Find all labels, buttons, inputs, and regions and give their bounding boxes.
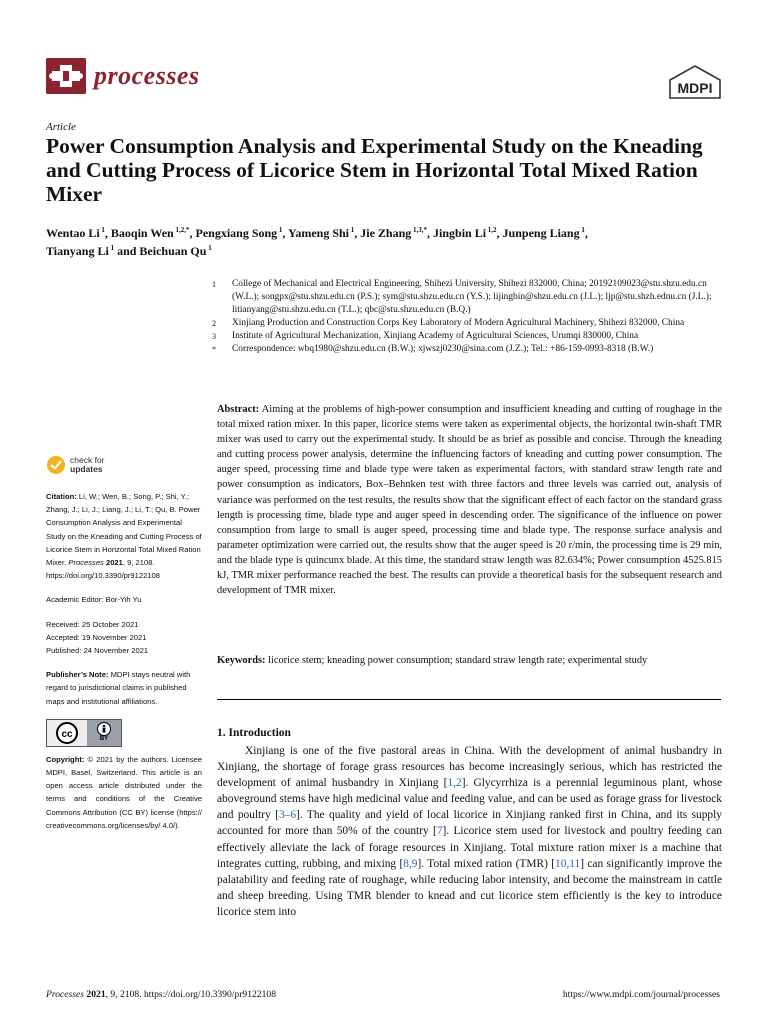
author-name[interactable]: Jie Zhang (360, 226, 412, 240)
mdpi-logo-icon (668, 64, 722, 100)
author-affiliation-sup: 1,2,* (173, 226, 190, 234)
reference-link[interactable]: 3–6 (278, 809, 297, 822)
author-affiliation-sup: 1 (277, 226, 283, 234)
keywords-label: Keywords: (217, 655, 266, 666)
article-type: Article (46, 121, 76, 133)
affiliation-text: Xinjiang Production and Construction Corps Key Laboratory of Modern Agricultural Machinery, Shihezi 832000, China (232, 318, 685, 328)
check-updates-icon (46, 455, 66, 475)
check-updates-line2: updates (70, 464, 103, 474)
check-updates-line1: check for (70, 455, 105, 465)
cc-by-license-badge[interactable] (46, 719, 122, 747)
left-sidebar (46, 490, 202, 843)
affiliation-text: Institute of Agricultural Mechanization, Xinjiang Academy of Agricultural Sciences, Urumqi 830000, China (232, 331, 639, 341)
author-affiliation-sup: 1 (108, 244, 115, 252)
abstract-text: Aiming at the problems of high-power consumption and insufficient kneading and cutting of roughage in the total mixed ration mixer. In this paper, licorice stems were taken as experimental objects, the horizontal twin-shaft TMR mixer was used to carry out the experimental study. It should be as brief as possible and concise. Through the kneading and cutting process power analysis, determine the influencing factors of kneading and cutting power consumption. The auger speed, processing time and blade type were taken as experimental factors, with standard straw length rate and power consumption as indicators, Box–Behnken test with three factors and three levels was carried out, analysis of variance was performed on the test results, the results show that the significant effect of each factor on the standard grass length is processing time, blade type and auger speed in descending order. The significance of the influence on power consumption from large to small is auger speed, processing time and blade type. The response surface analysis and parameter optimization were carried out, the results show that the auger speed is 20 r/min, the processing time is 29 min, and the blade type is quincunx blade. At this time, the standard straw length was 82.634%; Power consumption 4525.815 kJ, TMR mixer performance reached the best. The results can provide a theoretical basis for the subsequent research and development of TMR mixer. (217, 404, 722, 597)
author-name[interactable]: Junpeng Liang (502, 226, 580, 240)
citation-journal: Processes (68, 558, 104, 568)
author-separator: , (496, 226, 503, 240)
footer-journal: Processes (46, 989, 85, 1000)
affiliation-text: College of Mechanical and Electrical Engineering, Shihezi University, Shihezi 832000, China; 20192109023@stu.shzu.edu.cn (W.L.); songpx@stu.shzu.edu.cn (P.S.); sym@stu.shzu.edu.cn (Y.S.); lijingbin@shzu.edu.cn (J.L.); ljp@stu.shzh.ednu.cn (J.L.); litianyang@stu.shzu.edu.cn (T.L.); qbc@stu.shzu.edu.cn (B.Q.) (232, 279, 712, 315)
creative-commons-icon (47, 720, 87, 746)
svg-text:cc: cc (61, 728, 73, 740)
keywords (217, 653, 722, 668)
affiliation-item (212, 278, 732, 317)
section-heading-introduction: 1. Introduction (217, 727, 291, 739)
journal-logo[interactable] (46, 58, 200, 94)
paragraph-text: Xinjiang is one of the five pastoral areas in China. With the development of animal husbandry in Xinjiang, the shortage of forage grass resources has become increasingly serious, which has restricted the development of animal husbandry in Xinjiang [ (217, 745, 722, 790)
affiliation-item (212, 343, 732, 356)
author-separator: and (114, 244, 140, 258)
abstract-label: Abstract: (217, 404, 260, 415)
author-separator: , (189, 226, 196, 240)
author-affiliation-sup: 1 (206, 244, 212, 252)
citation-year: 2021 (105, 558, 123, 568)
date-accepted: Accepted: 19 November 2021 (46, 632, 147, 642)
author-separator: , (427, 226, 434, 240)
copyright (46, 753, 202, 832)
affiliation-number: 3 (212, 332, 216, 341)
author-name[interactable]: Tianyang Li (46, 244, 109, 258)
author-name[interactable]: Jingbin Li (433, 226, 487, 240)
author-name[interactable]: Pengxiang Song (195, 226, 278, 240)
footer-citation (46, 989, 276, 1000)
reference-link[interactable]: 8,9 (403, 857, 418, 870)
author-separator: , (282, 226, 288, 240)
footer-doi[interactable]: , 9, 2108. https://doi.org/10.3390/pr9122108 (105, 989, 276, 1000)
citation-rest[interactable]: , 9, 2108. https://doi.org/10.3390/pr9122108 (46, 558, 160, 581)
attribution-icon (87, 720, 121, 746)
mdpi-logo[interactable] (668, 64, 722, 100)
paragraph-text: ] can significantly improve the palatability and feeding rate of roughage, while reducing labor intensity, and become the mainstream in cattle and sheep breeding. Using TMR blender to knead and cut licorice stem efficiently is the key to introduce licorice stem into (217, 857, 722, 918)
section-divider (217, 699, 721, 700)
author-affiliation-sup: 1 (349, 226, 355, 234)
paragraph-text: ]. Licorice stem used for livestock and poultry feeding can effectively alleviate the lack of forage resources in Xinjiang. Total mixture ration mixer is a machine that integrates cutting, rubbing, and mixing [ (217, 825, 722, 870)
keywords-text: licorice stem; kneading power consumption; standard straw length rate; experimental study (268, 655, 648, 666)
citation (46, 490, 202, 582)
author-list (46, 224, 726, 260)
author-affiliation-sup: 1,2 (486, 226, 497, 234)
affiliation-number: 2 (212, 319, 216, 328)
date-received: Received: 25 October 2021 (46, 619, 139, 629)
publisher-note (46, 668, 202, 708)
journal-name: processes (94, 61, 200, 90)
cc-by-label: BY (99, 736, 109, 743)
reference-link[interactable]: 10,11 (555, 857, 581, 870)
affiliation-number: 1 (212, 280, 216, 289)
introduction-paragraph (217, 743, 722, 920)
processes-logo-icon (46, 58, 86, 94)
reference-link[interactable]: 7 (436, 825, 443, 838)
academic-editor: Academic Editor: Bor-Yih Yu (46, 595, 142, 605)
affiliations (212, 278, 732, 356)
affiliation-item (212, 317, 732, 330)
author-name[interactable]: Baoqin Wen (110, 226, 174, 240)
author-separator: , (584, 226, 588, 240)
paragraph-text: ]. Glycyrrhiza is a perennial leguminous plant, whose aboveground stems have high medicinal value and feeding value, and can be used as forage grass for livestock and poultry [ (217, 777, 722, 822)
author-separator: , (104, 226, 111, 240)
affiliation-number: * (212, 345, 216, 354)
author-affiliation-sup: 1 (99, 226, 105, 234)
article-title: Power Consumption Analysis and Experimental Study on the Kneading and Cutting Process of Licorice Stem in Horizontal Total Mixed Ration Mixer (46, 134, 703, 206)
footer-journal-url[interactable]: https://www.mdpi.com/journal/processes (562, 989, 720, 1000)
publisher-note-label: Publisher’s Note: (46, 670, 109, 680)
date-published: Published: 24 November 2021 (46, 646, 149, 656)
author-affiliation-sup: 1 (579, 226, 585, 234)
mdpi-logo-text: MDPI (677, 80, 713, 96)
footer-year: 2021 (86, 989, 106, 1000)
dates (46, 618, 202, 658)
reference-link[interactable]: 1,2 (447, 777, 462, 790)
citation-text: Li, W.; Wen, B.; Song, P.; Shi, Y.; Zhang, J.; Li, J.; Liang, J.; Li, T.; Qu, B. Power Consumption Analysis and Experimental Study on the Kneading and Cutting Process of Licorice Stem in Horizontal Total Mixed Ration Mixer. (46, 492, 202, 568)
author-affiliation-sup: 1,3,* (411, 226, 428, 234)
publisher-note-text: MDPI stays neutral with regard to jurisdictional claims in published maps and institutional affiliations. (46, 670, 191, 706)
author-name[interactable]: Beichuan Qu (139, 244, 207, 258)
citation-label: Citation: (46, 492, 77, 501)
author-separator: , (354, 226, 361, 240)
abstract (217, 402, 722, 598)
author-name[interactable]: Wentao Li (46, 226, 100, 240)
author-name[interactable]: Yameng Shi (287, 226, 349, 240)
copyright-text: © 2021 by the authors. Licensee MDPI, Basel, Switzerland. This article is an open access article distributed under the terms and conditions of the Creative Commons Attribution (CC BY) license (https:// creativecommons.org/licenses/by/ 4.0/). (46, 754, 202, 830)
affiliation-text: Correspondence: wbq1980@shzu.edu.cn (B.W.); xjwszj0230@sina.com (J.Z.); Tel.: +86-159-0993-8318 (B.W.) (232, 344, 654, 354)
paragraph-text: ]. Total mixed ration (TMR) [ (417, 857, 555, 870)
copyright-label: Copyright: (46, 754, 85, 764)
check-for-updates-button[interactable] (46, 455, 105, 475)
paragraph-text: ]. The quality and yield of local licorice in Xinjiang ranked first in China, and its supply accounted for more than 50% of the country [ (217, 809, 722, 838)
affiliation-item (212, 330, 732, 343)
